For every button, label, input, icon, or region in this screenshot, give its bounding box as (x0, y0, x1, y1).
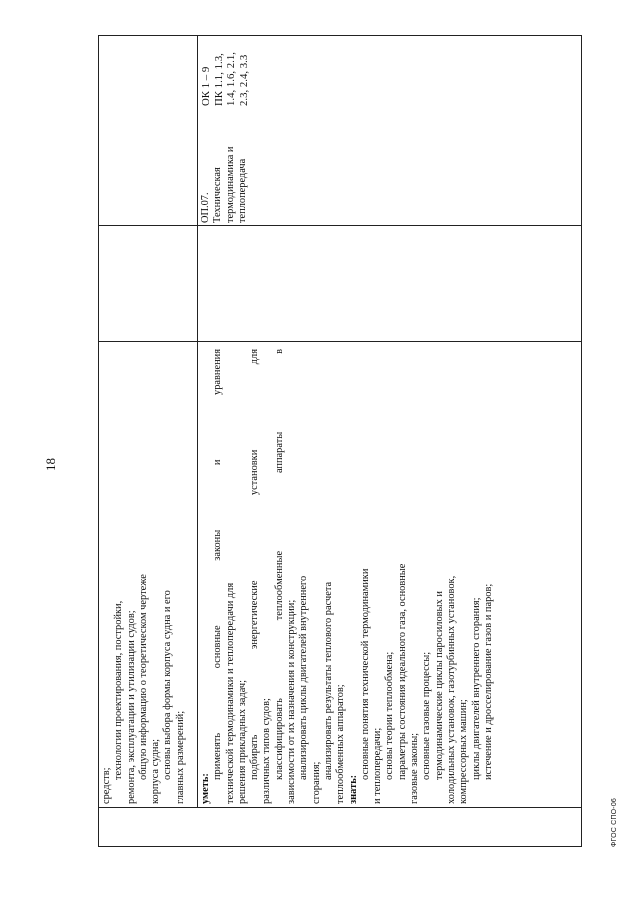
competency-line: ПК 1.1, 1.3, (212, 53, 225, 106)
page-number: 18 (43, 458, 58, 471)
row1-line: ремонта, эксплуатации и утилизации судов; (125, 610, 137, 804)
znat-heading: знать: (347, 774, 359, 804)
col-border (99, 225, 581, 226)
row1-line: общую информацию о теоретическом чертеже (137, 574, 149, 780)
umet-line: теплообменных аппаратов; (335, 684, 347, 804)
znat-line: циклы двигателей внутреннего сгорания; (470, 597, 482, 780)
umet-line: анализировать результаты теплового расчета (322, 581, 334, 780)
umet-line: подбирать энергетические установки для (249, 349, 261, 780)
umet-line: технической термодинамики и теплопередачи для (224, 582, 236, 804)
znat-line: основные понятия технической термодинамики (359, 568, 371, 780)
row2-text (200, 349, 495, 804)
znat-line: основные газовые процессы; (421, 651, 433, 780)
umet-line: классифицировать теплообменные аппараты в (273, 349, 285, 780)
umet-line: различных типов судов; (261, 698, 273, 804)
discipline-title: теплопередача (236, 158, 248, 223)
discipline-code: ОП.07. (200, 192, 211, 223)
row1-line: основы выбора формы корпуса судна и его (162, 590, 174, 780)
competency-line: ОК 1 – 9 (200, 66, 212, 106)
curriculum-table (98, 35, 582, 847)
umet-line: зависимости от их назначения и конструкции; (286, 599, 298, 804)
umet-line: применять основные законы и уравнения (212, 349, 224, 780)
competency-line: 1.4, 1.6, 2.1, (225, 52, 237, 106)
discipline-cell (200, 111, 249, 223)
umet-heading: уметь: (200, 773, 211, 804)
row1-text (101, 354, 187, 804)
znat-line: и теплопередачи; (372, 727, 384, 804)
competency-line: 2.3, 2.4, 3.3 (237, 54, 250, 106)
umet-line: решения прикладных задач; (236, 679, 248, 804)
znat-line: термодинамические циклы паросиловых и (433, 591, 445, 780)
umet-line: сгорания; (310, 761, 322, 804)
znat-line: параметры состояния идеального газа, основные (396, 563, 408, 780)
umet-line: анализировать циклы двигателей внутреннего (298, 575, 310, 780)
col-border (99, 341, 581, 342)
znat-line: компрессорных машин; (458, 699, 470, 804)
row1-line: технологии проектирования, постройки, (113, 600, 125, 780)
znat-line: газовые законы; (409, 732, 421, 804)
znat-line: основы теории теплообмена; (384, 651, 396, 780)
znat-line: холодильных установок, газотурбинных установок, (445, 575, 457, 804)
row1-line: средств; (101, 767, 112, 804)
row-border (197, 36, 198, 808)
discipline-title: Техническая (212, 167, 224, 223)
footer-standard-code: ФГОС СПО-06 (611, 797, 618, 847)
col-border (99, 807, 581, 808)
znat-line: истечение и дросселирование газов и паров; (482, 583, 494, 780)
discipline-title: термодинамика и (224, 146, 236, 223)
competencies-cell (200, 38, 250, 106)
row1-line: корпуса судна; (150, 739, 162, 804)
row1-line: главных размерений; (174, 710, 186, 804)
